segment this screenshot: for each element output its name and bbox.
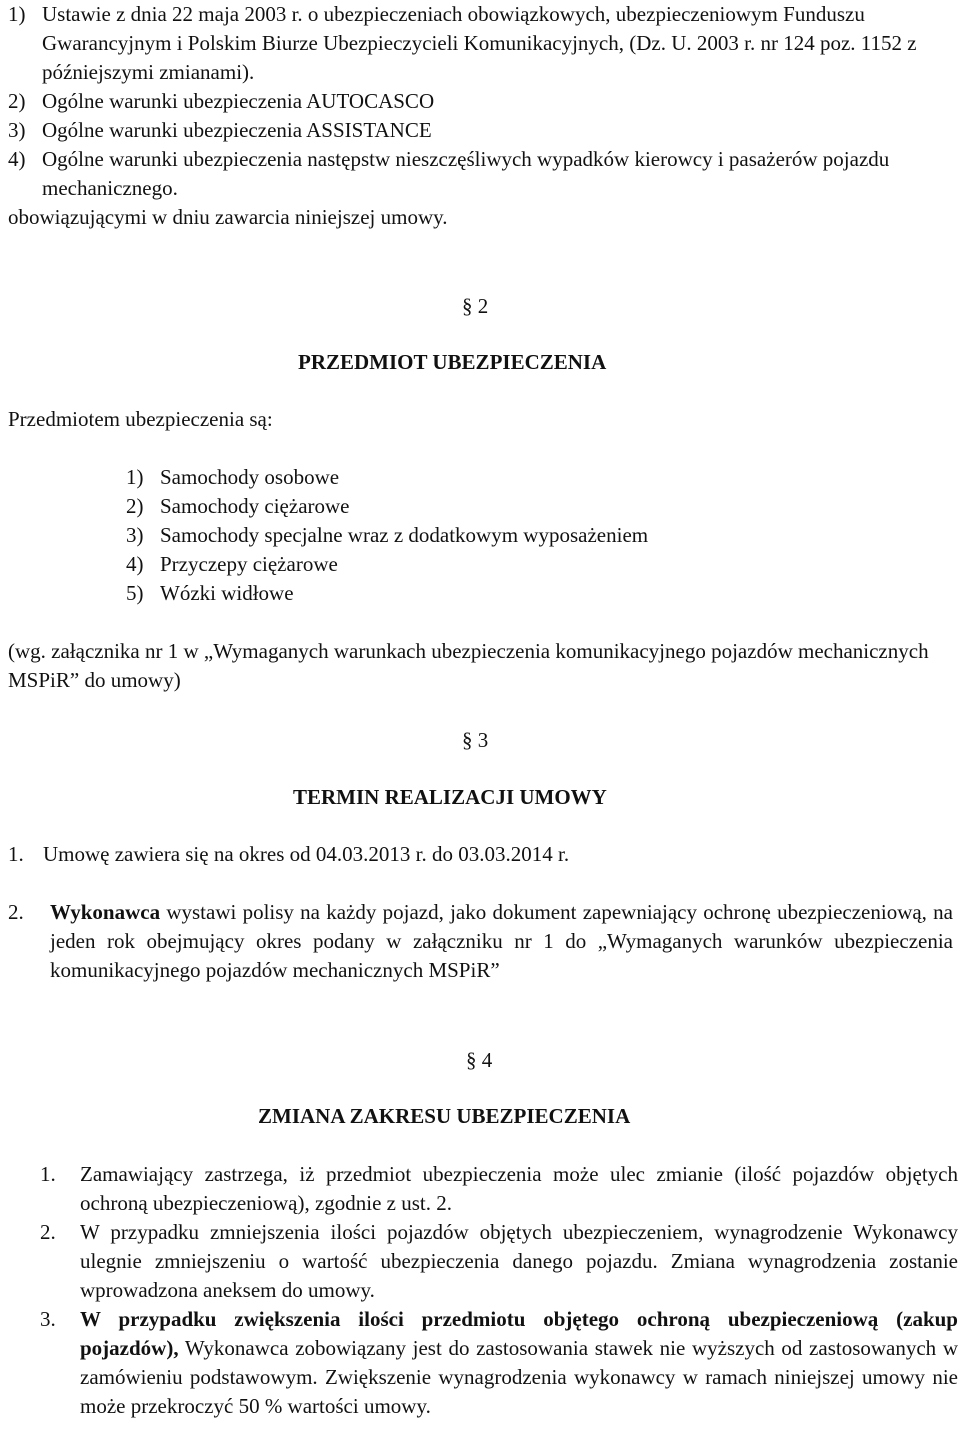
term-paragraph-2 <box>8 898 953 985</box>
clause-text: W przypadku zmniejszenia ilości pojazdów objętych ubezpieczeniem, wynagrodzenie Wykonawcy ulegnie zmniejszeniu o wartość ubezpieczenia danego pojazdu. Zmiana wynagrodzenia zostanie wprowadzona aneksem do umowy. <box>80 1220 958 1302</box>
list-number: 3) <box>126 523 144 547</box>
scope-clause-2 <box>40 1218 958 1305</box>
list-text: Ustawie z dnia 22 maja 2003 r. o ubezpieczeniach obowiązkowych, ubezpieczeniowym Funduszu Gwarancyjnym i Polskim Biurze Ubezpieczycieli Komunikacyjnych, (Dz. U. 2003 r. nr 124 poz. 1152 z późniejszymi zmianami). <box>42 2 917 84</box>
list-text: Ogólne warunki ubezpieczenia AUTOCASCO <box>42 89 435 113</box>
list-item <box>126 550 648 579</box>
paragraph-number: 1. <box>8 842 24 866</box>
clause-text: Wykonawca zobowiązany jest do zastosowania stawek nie wyższych od zastosowanych w zamówieniu podstawowym. Zwiększenie wynagrodzenia wykonawcy w ramach niniejszej umowy nie może przekroczyć 50 % wartości umowy. <box>80 1336 958 1418</box>
list-text: Samochody specjalne wraz z dodatkowym wyposażeniem <box>160 523 649 547</box>
list-item <box>8 145 953 203</box>
section-heading-3: TERMIN REALIZACJI UMOWY <box>293 785 607 809</box>
list-number: 1) <box>8 2 26 26</box>
list-item <box>126 521 648 550</box>
legal-basis-list <box>8 0 953 203</box>
list-item <box>8 116 953 145</box>
list-text: Przyczepy ciężarowe <box>160 552 338 576</box>
list-text: Samochody ciężarowe <box>160 494 350 518</box>
clause-number: 3. <box>40 1307 56 1331</box>
paragraph-bold: Wykonawca <box>50 900 161 924</box>
list-text: Wózki widłowe <box>160 581 294 605</box>
list-number: 2) <box>8 89 26 113</box>
list-number: 2) <box>126 494 144 518</box>
scope-clause-3 <box>40 1305 958 1421</box>
section-sign-3: § 3 <box>462 728 489 752</box>
list-number: 1) <box>126 465 144 489</box>
paragraph-number: 2. <box>8 900 24 924</box>
section-sign-2: § 2 <box>462 294 489 318</box>
list-text: Samochody osobowe <box>160 465 340 489</box>
list-number: 4) <box>126 552 144 576</box>
list-number: 4) <box>8 147 26 171</box>
term-paragraph-1 <box>8 840 569 869</box>
clause-number: 1. <box>40 1162 56 1186</box>
intro-closing: obowiązującymi w dniu zawarcia niniejszej umowy. <box>8 205 448 229</box>
section-heading-2: PRZEDMIOT UBEZPIECZENIA <box>298 350 607 374</box>
list-item <box>8 87 953 116</box>
section-heading-4: ZMIANA ZAKRESU UBEZPIECZENIA <box>258 1104 631 1128</box>
clause-bold: W przypadku zwiększenia ilości przedmiotu objętego ochroną ubezpieczeniową (zakup pojazdów), <box>80 1307 958 1360</box>
section2-lead: Przedmiotem ubezpieczenia są: <box>8 407 273 431</box>
paragraph-text: Umowę zawiera się na okres od 04.03.2013 r. do 03.03.2014 r. <box>43 842 570 866</box>
list-number: 3) <box>8 118 26 142</box>
paragraph-text: wystawi polisy na każdy pojazd, jako dokument zapewniający ochronę ubezpieczeniową, na jeden rok obejmujący okres podany w załączniku nr 1 do „Wymaganych warunków ubezpieczenia komunikacyjnego pojazdów mechanicznych MSPiR” <box>50 900 953 982</box>
list-text: Ogólne warunki ubezpieczenia następstw nieszczęśliwych wypadków kierowcy i pasażerów pojazdu mechanicznego. <box>42 147 890 200</box>
list-number: 5) <box>126 581 144 605</box>
clause-text: Zamawiający zastrzega, iż przedmiot ubezpieczenia może ulec zmianie (ilość pojazdów objętych ochroną ubezpieczeniową), zgodnie z ust. 2. <box>80 1162 958 1215</box>
list-item <box>126 492 648 521</box>
list-item <box>8 0 953 87</box>
vehicle-list <box>126 463 648 608</box>
list-item <box>126 579 648 608</box>
scope-clause-1 <box>40 1160 958 1218</box>
list-item <box>126 463 648 492</box>
section2-note: (wg. załącznika nr 1 w „Wymaganych warunkach ubezpieczenia komunikacyjnego pojazdów mechanicznych MSPiR” do umowy) <box>8 639 929 692</box>
section-sign-4: § 4 <box>466 1048 493 1072</box>
list-text: Ogólne warunki ubezpieczenia ASSISTANCE <box>42 118 432 142</box>
clause-number: 2. <box>40 1220 56 1244</box>
